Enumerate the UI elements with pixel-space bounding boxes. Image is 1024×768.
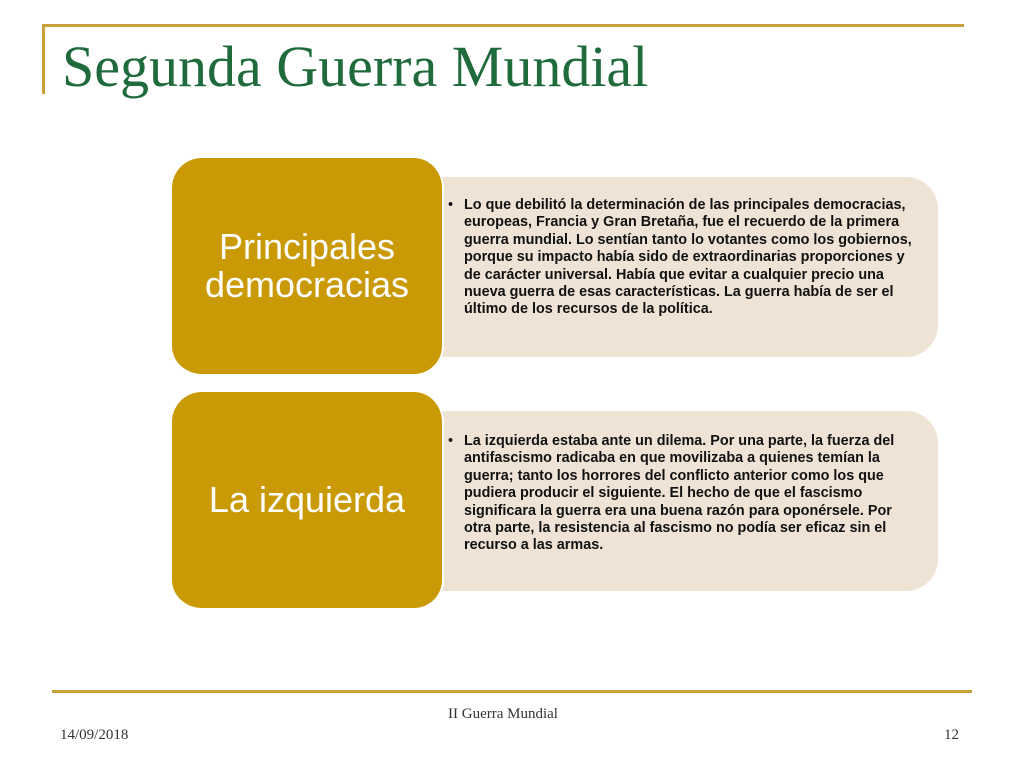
bullet-dot: • <box>448 197 454 213</box>
footer-page-number: 12 <box>944 727 959 743</box>
label-box-democracias <box>172 158 444 376</box>
bullet-text-izquierda: La izquierda estaba ante un dilema. Por una parte, la fuerza del antifascismo radicaba en que movilizaba a quienes temían la guerra; tanto los horrores del conflicto anterior como los que pudiera producir el siguiente. El hecho de que el fascismo significara la guerra era una buena razón para oponérsele. Por otra parte, la resistencia al fascismo no podía ser eficaz sin el recurso a las armas. <box>464 433 895 554</box>
top-rule <box>42 24 964 27</box>
text-panel-democracias <box>400 177 938 357</box>
footer-title: II Guerra Mundial <box>448 706 558 722</box>
text-panel-izquierda <box>400 411 938 591</box>
bullet-text-democracias: Lo que debilitó la determinación de las principales democracias, europeas, Francia y Gran Bretaña, fue el recuerdo de la primera guerra mundial. Lo sentían tanto lo votantes como los gobiernos, porque su impacto había sido de extraordinarias proporciones y de carácter universal. Había que evitar a cualquier precio una nueva guerra de esas características. La guerra había de ser el último de los recursos de la política. <box>464 197 912 318</box>
label-democracias: Principales democracias <box>204 226 410 305</box>
left-rule <box>42 24 45 94</box>
bullet-dot: • <box>448 433 454 449</box>
bullet-item-democracias <box>448 197 918 319</box>
bullet-item-izquierda <box>448 433 918 555</box>
label-box-izquierda <box>172 392 444 610</box>
footer-date: 14/09/2018 <box>60 727 129 743</box>
bullet-list-democracias <box>448 197 918 319</box>
bottom-rule <box>52 690 972 693</box>
smartart-row-democracias <box>0 158 1024 376</box>
slide-title: Segunda Guerra Mundial <box>62 34 649 99</box>
bullet-list-izquierda <box>448 433 918 555</box>
label-izquierda: La izquierda <box>208 479 406 520</box>
smartart-row-izquierda <box>0 392 1024 610</box>
